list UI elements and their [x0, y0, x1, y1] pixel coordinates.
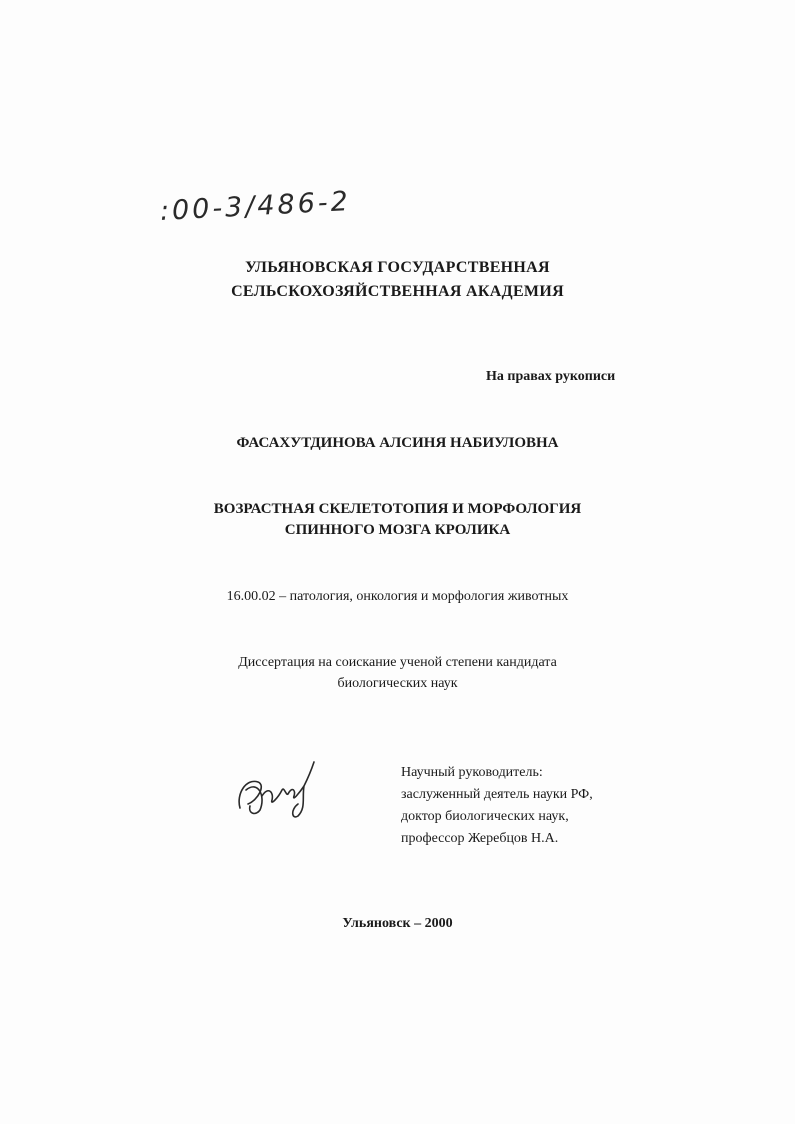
dissertation-title-line-1: ВОЗРАСТНАЯ СКЕЛЕТОТОПИЯ И МОРФОЛОГИЯ [213, 501, 582, 517]
place-year: Ульяновск – 2000 [342, 916, 453, 931]
degree-line-2: биологических наук [337, 676, 458, 691]
supervisor-line-3: доктор биологических наук, [401, 809, 569, 824]
manuscript-rights: На правах рукописи [486, 369, 616, 384]
degree-line-1: Диссертация на соискание ученой степени кандидата [238, 655, 557, 670]
dissertation-title-line-2: СПИННОГО МОЗГА КРОЛИКА [284, 522, 511, 538]
archive-number: :00-3/486-2 [159, 186, 352, 227]
author-name: ФАСАХУТДИНОВА АЛСИНЯ НАБИУЛОВНА [236, 435, 559, 451]
institution-line-2: СЕЛЬСКОХОЗЯЙСТВЕННАЯ АКАДЕМИЯ [231, 283, 564, 300]
institution-line-1: УЛЬЯНОВСКАЯ ГОСУДАРСТВЕННАЯ [245, 259, 550, 276]
supervisor-line-2: заслуженный деятель науки РФ, [401, 787, 593, 802]
supervisor-line-4: профессор Жеребцов Н.А. [401, 831, 559, 846]
specialty-code: 16.00.02 – патология, онкология и морфология животных [226, 589, 569, 604]
signature [232, 756, 322, 822]
supervisor-line-1: Научный руководитель: [401, 765, 543, 780]
